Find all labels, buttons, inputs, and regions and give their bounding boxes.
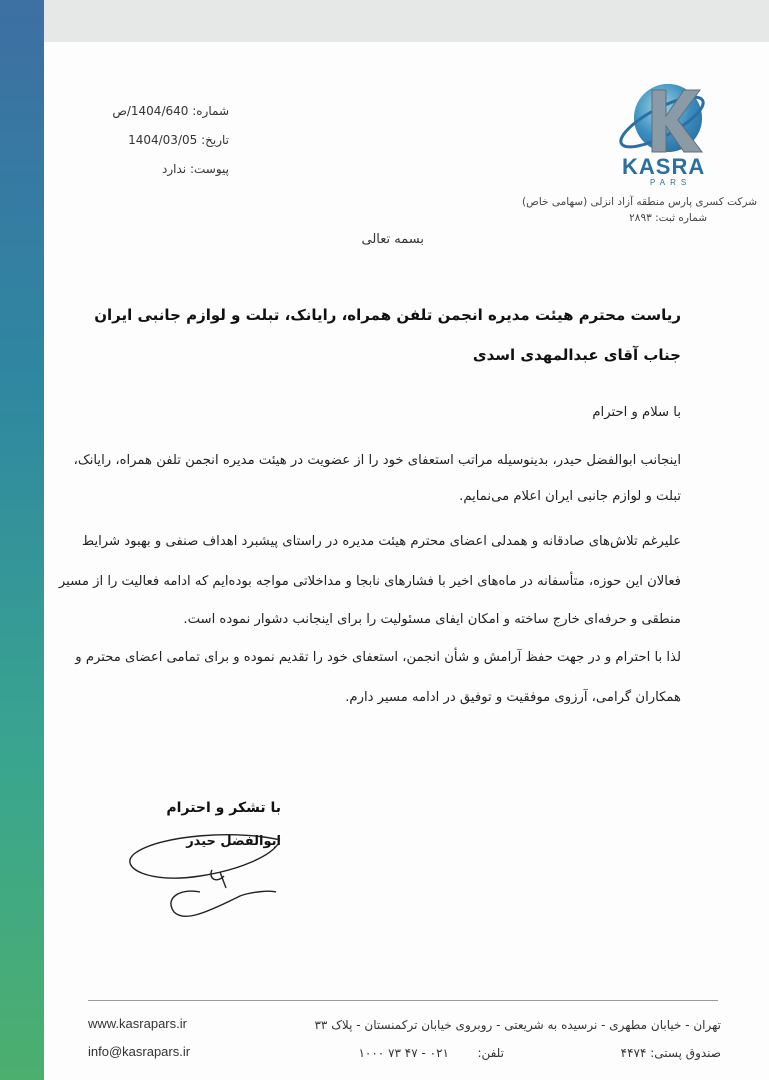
letter-number: شماره: 1404/640/ص <box>112 104 229 118</box>
body-line: با سلام و احترام <box>592 405 681 420</box>
body-line: منطقی و حرفه‌ای خارج ساخته و امکان ایفای مسئولیت را برای اینجانب دشوار نموده است. <box>183 612 681 627</box>
footer-phone: ۰۲۱ - ۴۷ ۷۳ ۱۰۰۰ <box>358 1046 449 1060</box>
letter-attachment: پیوست: ندارد <box>162 162 229 176</box>
footer-divider <box>88 1000 718 1001</box>
letter-date: تاریخ: 1404/03/05 <box>128 133 229 147</box>
body-line: علیرغم تلاش‌های صادقانه و همدلی اعضای محترم هیئت مدیره در راستای پیشبرد اهداف صنفی و بهبود شرایط <box>81 534 681 549</box>
footer-pobox: صندوق پستی: ۴۴۷۴ <box>620 1046 721 1060</box>
footer-address: تهران - خیابان مطهری - نرسیده به شریعتی - روبروی خیابان ترکمنستان - پلاک ۳۳ <box>314 1018 721 1032</box>
body-line: فعالان این حوزه، متأسفانه در ماه‌های اخیر با فشارهای نابجا و مداخلاتی مواجه بوده‌ایم که ادامه فعالیت را از مسیر <box>58 574 681 589</box>
body-line: تبلت و لوازم جانبی ایران اعلام می‌نمایم. <box>459 489 681 504</box>
basmala: بسمه تعالی <box>361 232 424 247</box>
signatory-name: ابوالفضل حیدر <box>186 834 281 849</box>
body-line: اینجانب ابوالفضل حیدر، بدینوسیله مراتب استعفای خود را از عضویت در هیئت مدیره انجمن تلفن همراه، رایانک، <box>73 453 681 468</box>
footer-website[interactable]: www.kasrapars.ir <box>88 1016 187 1031</box>
logo-subtitle: PARS <box>650 178 692 187</box>
registration-number: شماره ثبت: ۲۸۹۳ <box>629 212 707 224</box>
body-line: لذا با احترام و در جهت حفظ آرامش و شأن انجمن، استعفای خود را تقدیم نموده و برای تمامی اعضای محترم و <box>75 650 681 665</box>
kasra-logo-icon <box>612 76 712 158</box>
footer-phone-label: تلفن: <box>477 1046 504 1060</box>
scan-edge-strip <box>0 0 44 1080</box>
recipient-name: جناب آقای عبدالمهدی اسدی <box>472 346 681 364</box>
logo-wordmark: KASRA <box>622 154 706 179</box>
footer-email[interactable]: info@kasrapars.ir <box>88 1044 191 1059</box>
closing-phrase: با تشکر و احترام <box>166 800 281 816</box>
handwritten-signature <box>120 826 290 926</box>
company-name: شرکت کسری پارس منطقه آزاد انزلی (سهامی خاص) <box>522 196 757 208</box>
body-line: همکاران گرامی، آرزوی موفقیت و توفیق در ادامه مسیر دارم. <box>345 690 681 705</box>
recipient-title: ریاست محترم هیئت مدیره انجمن تلفن همراه، رایانک، تبلت و لوازم جانبی ایران <box>94 306 681 324</box>
